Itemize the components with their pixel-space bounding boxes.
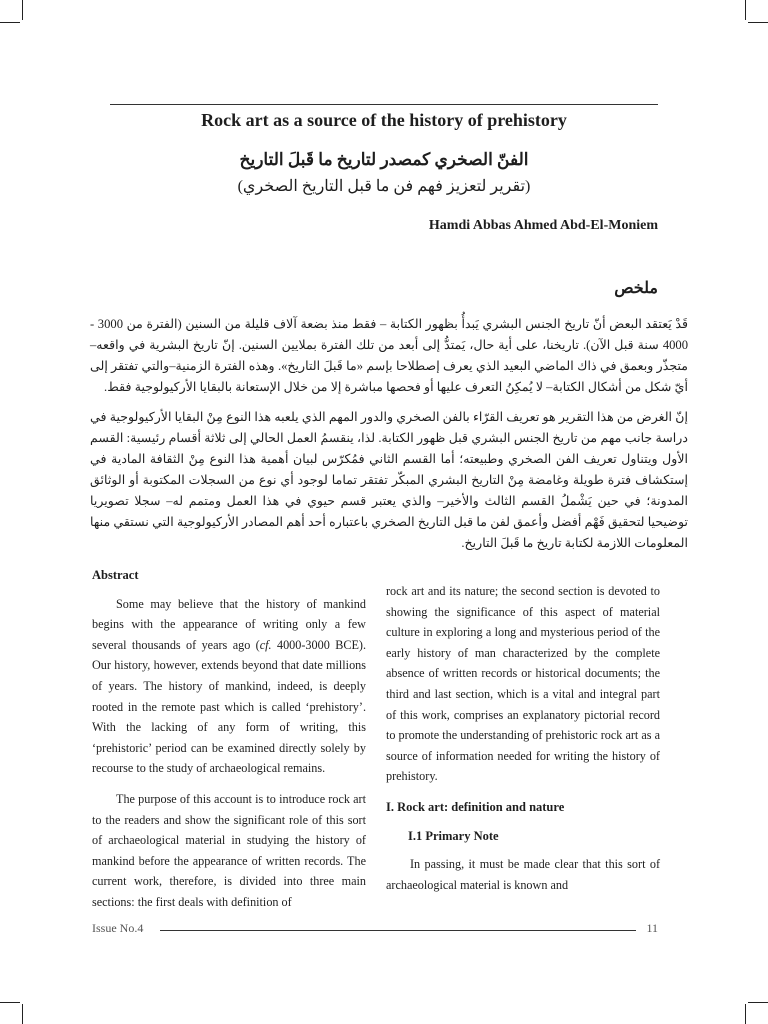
crop-mark [748, 22, 768, 23]
crop-mark [22, 0, 23, 20]
paper-title: Rock art as a source of the history of prehistory [201, 110, 567, 130]
section-heading: I. Rock art: definition and nature [386, 799, 565, 814]
body-paragraph: In passing, it must be made clear that this sort of archaeological material is known and [386, 857, 660, 892]
arabic-subtitle: (تقرير لتعزيز فهم فن ما قبل التاريخ الصخري) [237, 178, 531, 195]
crop-mark [0, 22, 20, 23]
arabic-abstract-paragraph: قَدْ يَعتقد البعض أنّ تاريخ الجنس البشري يَبدأُ بظهور الكتابة – فقط منذ بضعة آلاف قليلة من السنين (الفترة من 3000 - 4000 سنة قبل الآن). تاريخنا، على أية حال، يَمتدُّ إلى أبعد من تلك الفترة بملايين السنين. إنّ تاريخ البشرية في واقعه– متجذّر وبعمق في ذاك الماضي البعيد الذي يعرف إصطلاحا بإسم «ما قَبلَ التاريخ». وهذه الفترة الزمنية–والتي تفتقر إلى أيّ شكل من أشكال الكتابة– لا يُمكِنُ التعرف عليها أو فحصها مباشرة إلا من خلال الإستعانة بالبقايا الأركيولوجية فقط. [90, 317, 689, 394]
text-run: 4000-3000 BCE). Our history, however, extends beyond that date millions of years. The history of mankind, indeed, is deeply rooted in the remote past which is called ‘prehistory’. With the lacking of any form of writing, this ‘prehistoric’ period can be examined directly solely by recourse to the study of archaeological remains. [92, 637, 366, 776]
footer-issue: Issue No.4 [92, 921, 144, 935]
arabic-abstract-paragraph: إنّ الغرض من هذا التقرير هو تعريف القرّاء بالفن الصخري والدور المهم الذي يلعبه هذا النوع مِنْ البقايا الأركيولوجية في دراسة جانب مهم من تاريخ الجنس البشري قبل ظهور الكتابة. لذا، ينقسمُ العمل الحالي إلى ثلاثة أقسام رئيسية: القسم الأول ويتناول تعريف الفن الصخري وطبيعته؛ أما القسم الثاني فمُكرّس لبيان أهمية هذا النوع مِنْ الثقافة المادية في إستكشاف فترة طويلة وغامضة مِنْ التاريخ البشري المبكّر تفتقر تماما لوجود أي نوع من السجلات المكتوبة أو الوثائق المدونة؛ في حين يَشْملُ القسم الثالث والأخير– والذي يعتبر قسم حيوي في هذا العمل ومتمم له– سجلا تصويريا توضيحيا لتحقيق فَهْم أفضل وأعمق لفن ما قبل التاريخ الصخري باعتباره أحد أهم المصادر الأركيولوجية التي نستقي منها المعلومات اللازمة لكتابة تاريخ ما قَبلَ التاريخ. [90, 410, 688, 550]
crop-mark [748, 1002, 768, 1003]
arabic-abstract-heading: ملخص [614, 280, 658, 297]
left-column [92, 565, 366, 923]
abstract-paragraph-continued: rock art and its nature; the second section is devoted to showing the significance of this aspect of material culture in exploring a long and mysterious period of the early history of man characterized by the complete absence of written records or historical documents; the third and last section, which is a vital and integral part of this work, comprises an explanatory pictorial record to promote the understanding of prehistoric rock art as a source of information needed for writing the history of prehistory. [386, 584, 660, 784]
arabic-title: الفنّ الصخري كمصدر لتاريخ ما قَبلَ التاريخ [239, 150, 529, 169]
cf-abbreviation: cf. [259, 637, 272, 652]
crop-mark [22, 1004, 23, 1024]
footer-rule [160, 930, 636, 931]
page-number: 11 [646, 921, 658, 935]
crop-mark [745, 1004, 746, 1024]
abstract-paragraph: The purpose of this account is to introduce rock art to the readers and show the significant role of this sort of archaeological material in studying the history of mankind before the appearance of written records. The current work, therefore, is divided into three main sections: the first deals with definition of [92, 791, 366, 909]
abstract-paragraph [92, 594, 366, 779]
header-rule [110, 104, 658, 105]
subsection-heading: I.1 Primary Note [408, 828, 499, 843]
crop-mark [0, 1002, 20, 1003]
right-column [386, 581, 660, 905]
abstract-heading: Abstract [92, 568, 139, 582]
author-name: Hamdi Abbas Ahmed Abd-El-Moniem [428, 218, 658, 233]
text-run: Some may believe that the history of mankind begins with the appearance of writing only a few several thousands of years ago ( [92, 596, 366, 652]
crop-mark [745, 0, 746, 20]
